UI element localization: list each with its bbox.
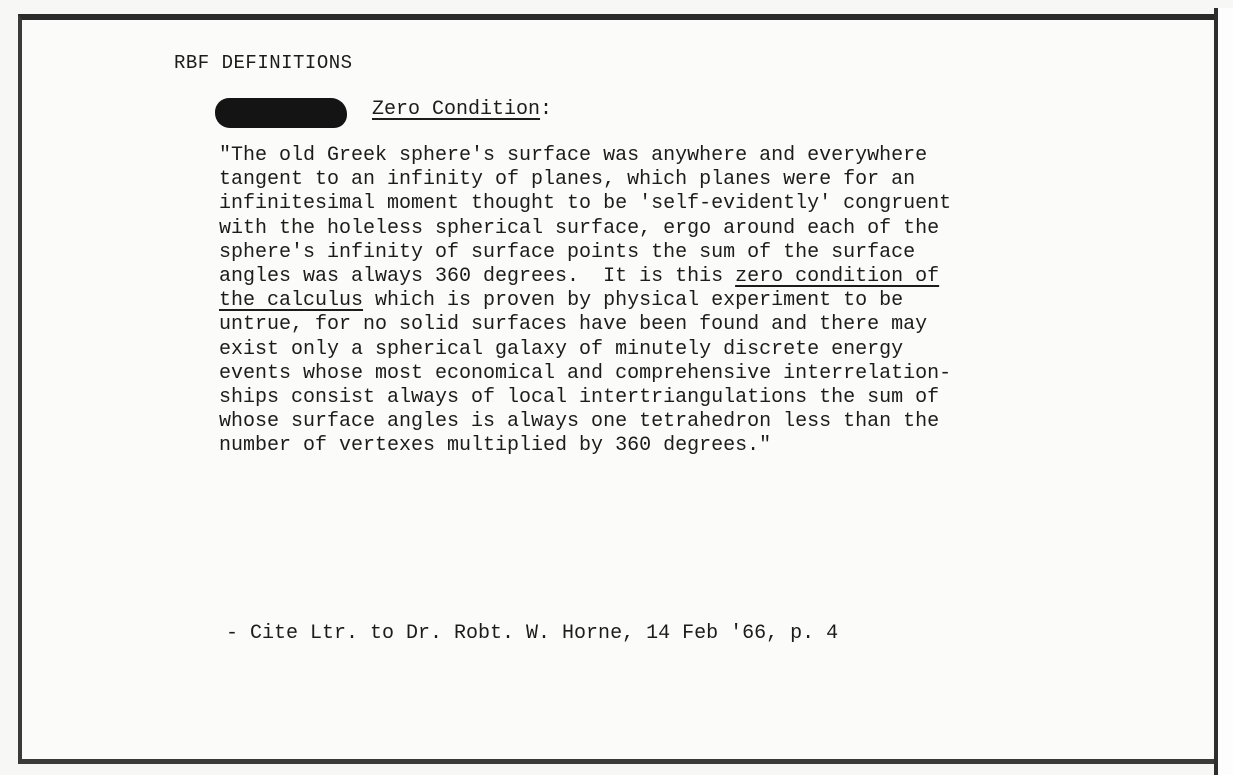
definition-quote (219, 144, 951, 458)
quote-text: whose surface angles is always one tetrahedron less than the (219, 410, 940, 434)
quote-line (219, 362, 951, 386)
document-header: RBF DEFINITIONS (174, 52, 353, 74)
quote-text: exist only a spherical galaxy of minutely discrete energy (219, 337, 904, 361)
quote-text: sphere's infinity of surface points the sum of the surface (219, 240, 916, 264)
quote-line (219, 338, 951, 362)
term-colon: : (540, 98, 553, 121)
quote-line (219, 192, 951, 216)
quote-line (219, 217, 951, 241)
quote-line (219, 434, 951, 458)
quote-text: events whose most economical and comprehensive interrelation- (219, 361, 952, 385)
quote-text: which is proven by physical experiment to be (363, 289, 904, 313)
quote-text: angles was always 360 degrees. It is this (219, 264, 736, 288)
quote-text: number of vertexes multiplied by 360 degrees." (219, 434, 772, 458)
underlined-phrase: the calculus (219, 289, 364, 313)
quote-line (219, 410, 951, 434)
quote-line (219, 168, 951, 192)
quote-text: infinitesimal moment thought to be 'self-evidently' congruent (219, 192, 952, 216)
card-right-edge (1214, 8, 1218, 775)
quote-line (219, 289, 951, 313)
quote-line (219, 386, 951, 410)
quote-line (219, 313, 951, 337)
redaction-mark (215, 98, 347, 128)
quote-text: "The old Greek sphere's surface was anywhere and everywhere (219, 144, 928, 167)
quote-line (219, 241, 951, 265)
term-title (372, 98, 552, 121)
quote-text: with the holeless spherical surface, ergo around each of the (219, 216, 940, 240)
citation: - Cite Ltr. to Dr. Robt. W. Horne, 14 Feb '66, p. 4 (226, 622, 839, 645)
quote-line (219, 144, 951, 168)
underlined-phrase: zero condition of (735, 264, 940, 288)
term-name: Zero Condition (372, 98, 541, 121)
quote-line (219, 265, 951, 289)
page-margin (1218, 8, 1233, 775)
quote-text: tangent to an infinity of planes, which planes were for an (219, 168, 916, 192)
quote-text: ships consist always of local intertriangulations the sum of (219, 385, 940, 409)
quote-text: untrue, for no solid surfaces have been found and there may (219, 313, 928, 337)
